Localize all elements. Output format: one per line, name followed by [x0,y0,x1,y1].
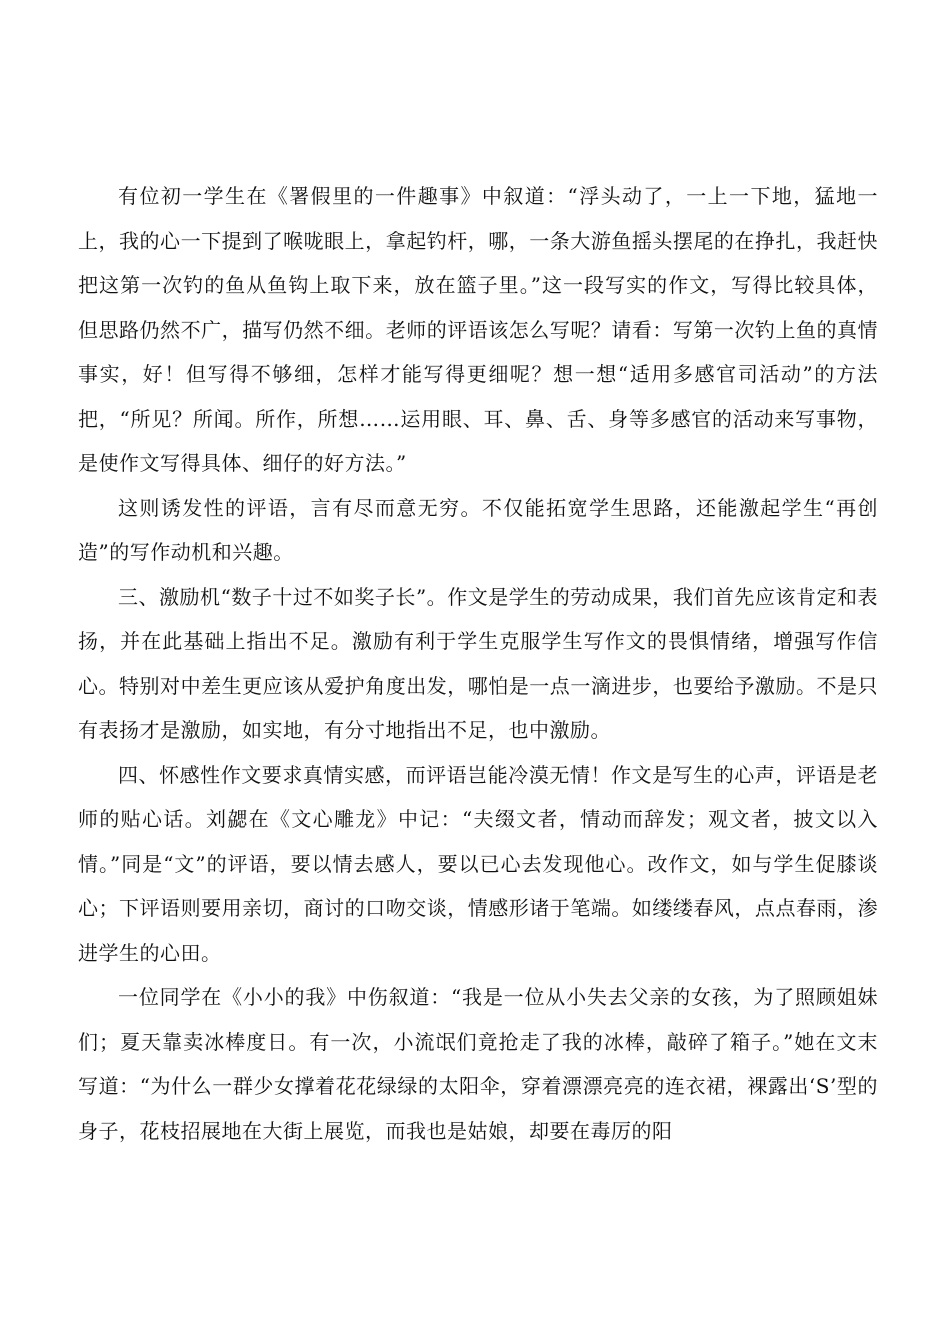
document-body [78,174,878,1153]
paragraph-emotional-comment: 四、怀感性作文要求真情实感，而评语岂能冷漠无情！作文是写生的心声，评语是老师的贴心话。刘勰在《文心雕龙》中记：“夫缀文者，情动而辞发；观文者，披文以入情。”同是“文”的评语，要以情去感人，要以已心去发现他心。改作文，如与学生促膝谈心；下评语则要用亲切，商讨的口吻交谈，情感形诸于笔端。如缕缕春风，点点春雨，渗进学生的心田。 [78,762,878,965]
paragraph-little-me-essay: 一位同学在《小小的我》中伤叙道：“我是一位从小失去父亲的女孩，为了照顾姐妹们；夏天靠卖冰棒度日。有一次，小流氓们竟抢走了我的冰棒，敲碎了箱子。”她在文末写道：“为什么一群少女撑着花花绿绿的太阳伞，穿着漂漂亮亮的连衣裙，裸露出‘S’型的身子，花枝招展地在大街上展览，而我也是姑娘，却要在毒厉的阳 [78,985,878,1143]
paragraph-fishing-essay: 有位初一学生在《署假里的一件趣事》中叙道：“浮头动了，一上一下地，猛地一上，我的心一下提到了喉咙眼上，拿起钓杆，哪，一条大游鱼摇头摆尾的在挣扎，我赶快把这第一次钓的鱼从鱼钩上取下来，放在篮子里。”这一段写实的作文，写得比较具体，但思路仍然不广，描写仍然不细。老师的评语该怎么写呢？请看：写第一次钓上鱼的真情事实，好！但写得不够细，怎样才能写得更细呢？想一想“适用多感官司活动”的方法把，“所见？所闻。所作，所想……运用眼、耳、鼻、舌、身等多感官的活动来写事物，是使作文写得具体、细仔的好方法。” [78,184,878,475]
paragraph-encouragement: 三、激励机“数子十过不如奖子长”。作文是学生的劳动成果，我们首先应该肯定和表扬，并在此基础上指出不足。激励有利于学生克服学生写作文的畏惧情绪，增强写作信心。特别对中差生更应该从爱护角度出发，哪怕是一点一滴进步，也要给予激励。不是只有表扬才是激励，如实地，有分寸地指出不足，也中激励。 [78,584,878,742]
paragraph-inspiring-comment: 这则诱发性的评语，言有尽而意无穷。不仅能拓宽学生思路，还能激起学生“再创造”的写作动机和兴趣。 [78,495,878,564]
